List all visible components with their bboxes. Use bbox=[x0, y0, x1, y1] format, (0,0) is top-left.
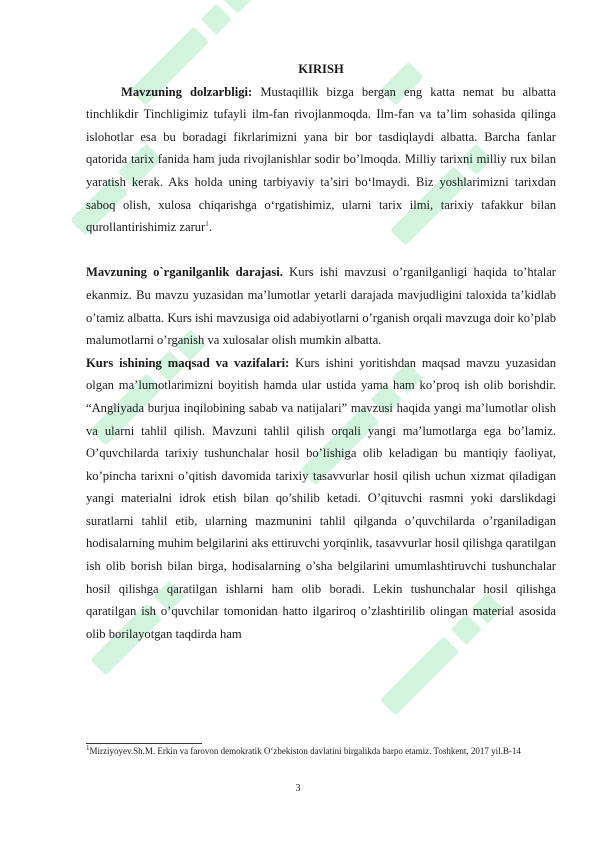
footnote-ref[interactable]: 1 bbox=[205, 219, 209, 228]
page-title: KIRISH bbox=[298, 62, 344, 76]
heading-organilganlik: Mavzuning o`rganilganlik darajasi. bbox=[86, 265, 283, 280]
footnote-mark: 1 bbox=[86, 744, 90, 752]
footnote bbox=[86, 745, 556, 757]
footnote-divider bbox=[86, 743, 202, 744]
footnote-text: Mirziyoyev.Sh.M. Erkin va farovon demokratik O‘zbekiston davlatini birgalikda barpo etamiz. Toshkent, 2017 yil.B-14 bbox=[89, 746, 521, 756]
text-maqsad: Kurs ishini yoritishdan maqsad mavzu yuzasidan olgan ma’lumotlarimizni boyitish hamda ular ustida yama ham ko’proq ish olib borishdir. “Angliyada burjua inqilobining sabab va natijalari” mavzusi haqida yangi ma’lumotlar olish va ularni tahlil qilish. Mavzuni tahlil qilish orqali yangi ma’lumotlarga ega bo’lamiz. O’quvchilarda tarixiy tushunchalar hosil bo’lishiga olib keladigan bu mantiqiy faoliyat, ko’pincha tarixni o’qitish davomida tarixiy tasavvurlar hosil qilish uchun xizmat qiladigan yangi materialni idrok etish bilan qo’shilib ketadi. O’qituvchi rasmni yoki darslikdagi suratlarni tahlil etib, ularning mazmunini tahlil qilganda o’quvchilarda o’rganiladigan hodisalarning muhim belgilarini aks ettiruvchi yorqinlik, tasavvurlar hosil qilishga qaratilgan ish olib borish bilan birga, hodisalarning o’sha belgilarini umumlashtiruvchi tushunchalar hosil qilishga qaratilgan ishlarni ham olib boradi. Lekin tushunchalar hosil qilishga qaratilgan ish o’quvchilar tomonidan hatto ilgariroq o’zlashtirilib olingan material asosida olib borilayotgan taqdirda ham bbox=[86, 355, 556, 641]
paragraph-maqsad bbox=[86, 352, 556, 646]
text-dolzarbligi: Mustaqillik bizga bergan eng katta nemat bu albatta tinchlikdir Tinchligimiz tufayli ilm-fan rivojlanmoqda. Ilm-fan va ta’lim sohasida qilinga islohotlar esa bu boradagi fikrlarimizni yana bir bor tasdiqlaydi albatta. Barcha fanlar qatorida tarix fanida ham juda rivojlanishlar sodir bo’lmoqda. Milliy tarixni milliy rux bilan yaratish kerak. Aks holda uning tarbiyaviy ta’siri bo‘lmaydi. Biz yoshlarimizni tarixdan saboq olish, xulosa chiqarishga o‘rgatishimiz, ularni tarix ilmi, tarixiy tafakkur bilan qurollantirishimiz zarur bbox=[86, 84, 557, 235]
text-organilganlik: Kurs ishi mavzusi o’rganilganligi haqida to’htalar ekanmiz. Bu mavzu yuzasidan ma’lumotlar yetarli darajada mavjudligini taloxida ta’kidlab o’tamiz albatta. Kurs ishi mavzusiga oid adabiyotlarni o’rganish orqali mavzuga doir ko’plab malumotlarni o’rganish va xulosalar olish mumkin albatta. bbox=[86, 265, 556, 348]
text-dolzarbligi-end: . bbox=[208, 220, 212, 235]
paragraph-dolzarbligi bbox=[86, 81, 556, 239]
paragraph-gap bbox=[86, 239, 556, 262]
paragraph-organilganlik bbox=[86, 261, 556, 351]
body-text bbox=[86, 58, 556, 645]
page-number: 3 bbox=[295, 783, 301, 794]
heading-maqsad: Kurs ishining maqsad va vazifalari: bbox=[86, 355, 290, 370]
heading-dolzarbligi: Mavzuning dolzarbligi: bbox=[121, 84, 253, 99]
